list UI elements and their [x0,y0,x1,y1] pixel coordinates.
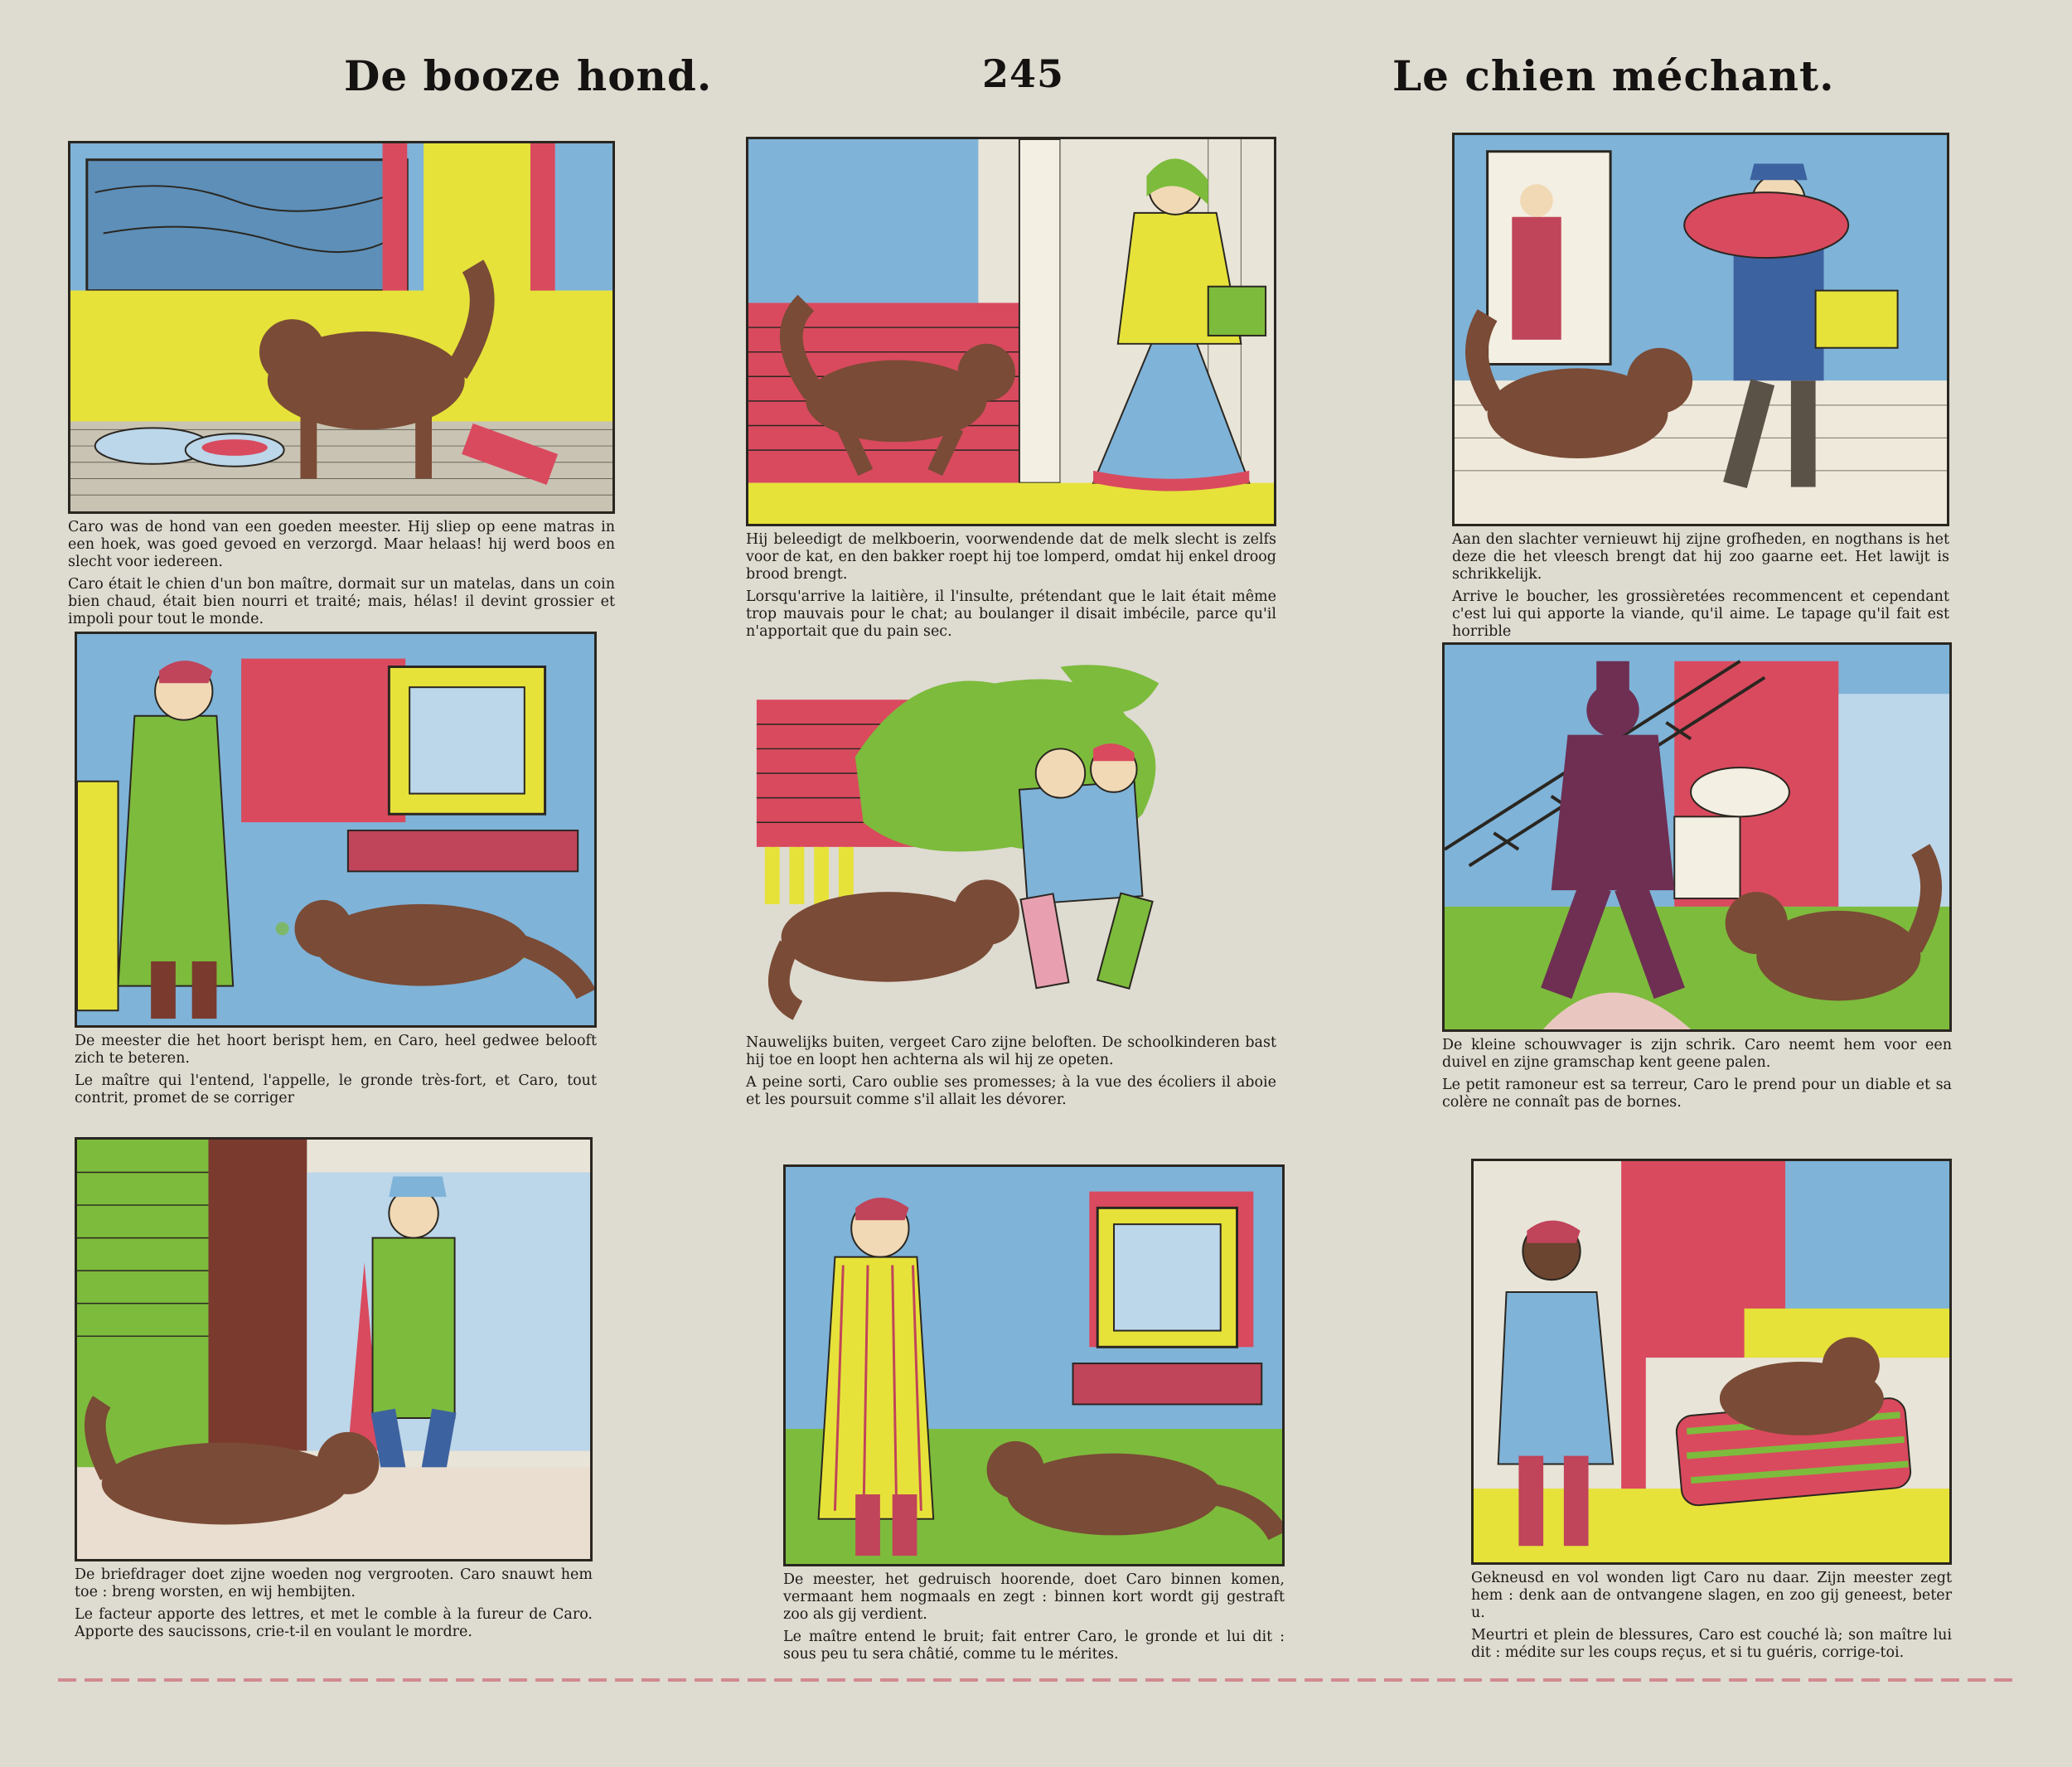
caption [1452,531,1949,641]
illustration-art [786,1167,1282,1564]
illustration-chimney-sweep [1442,642,1952,1032]
illustration-art [1455,135,1947,524]
panel-4 [75,632,597,1109]
illustration-art [1445,645,1949,1029]
illustration-master-warns [783,1164,1285,1566]
illustration-dog-on-mat [68,141,615,514]
caption-french: Le maître entend le bruit; fait entrer Caro, le gronde et lui dit : sous peu tu sera châtié, comme tu le mérites. [783,1629,1285,1663]
panel-7 [75,1137,593,1643]
caption [75,1566,593,1641]
illustration-art [748,651,1274,1027]
caption-french: Le maître qui l'entend, l'appelle, le gronde très-fort, et Caro, tout contrit, promet de se corriger [75,1072,597,1106]
caption-french: Meurtri et plein de blessures, Caro est couché là; son maître lui dit : médite sur les coups reçus, et si tu guéris, corrige-toi. [1471,1627,1952,1661]
caption [1442,1037,1952,1111]
illustration-art [77,634,594,1025]
panel-5 [746,648,1276,1111]
caption [75,1033,597,1107]
caption-dutch: De kleine schouwvager is zijn schrik. Caro neemt hem voor een duivel en zijne gramschap kent geene palen. [1442,1037,1952,1071]
caption-french: A peine sorti, Caro oublie ses promesses; à la vue des écoliers il aboie et les poursuit comme s'il allait les dévorer. [746,1074,1276,1108]
caption [746,1034,1276,1109]
caption-dutch: Caro was de hond van een goeden meester. Hij sliep op eene matras in een hoek, was goed gevoed en verzorgd. Maar helaas! hij werd boos en slecht voor iedereen. [68,519,615,570]
caption [68,519,615,628]
illustration-art [748,139,1274,524]
caption [746,531,1276,641]
title-dutch: De booze hond. [344,51,713,100]
illustration-postman [75,1137,593,1561]
panel-9 [1471,1159,1952,1663]
illustration-art [1474,1161,1949,1562]
title-french: Le chien méchant. [1392,51,1835,100]
caption-dutch: Gekneusd en vol wonden ligt Caro nu daar. Zijn meester zegt hem : denk aan de ontvangene slagen, en zoo gij geneest, beter u. [1471,1570,1952,1621]
illustration-art [70,143,612,511]
panel-8 [783,1164,1285,1665]
illustration-milkmaid [746,137,1276,526]
caption [1471,1570,1952,1662]
caption-french: Le petit ramoneur est sa terreur, Caro le prend pour un diable et sa colère ne connaît pas de bornes. [1442,1077,1952,1111]
caption-dutch: De meester, het gedruisch hoorende, doet Caro binnen komen, vermaant hem nogmaals en zegt : binnen kort wordt gij gestraft zoo als gij verdient. [783,1571,1285,1623]
caption-french: Lorsqu'arrive la laitière, il l'insulte, prétendant que le lait était même trop mauvais pour le chat; au boulanger il disait imbécile, parce qu'il n'apportait que du pain sec. [746,588,1276,640]
caption-french: Caro était le chien d'un bon maître, dormait sur un matelas, dans un coin bien chaud, était bien nourri et traité; mais, hélas! il devint grossier et impoli pour tout le monde. [68,576,615,627]
panel-6 [1442,642,1952,1113]
illustration-injured-dog [1471,1159,1952,1565]
illustration-art [77,1140,590,1559]
caption-french: Arrive le boucher, les grossièretées recommencent et cependant c'est lui qui apporte la viande, qu'il aime. Le tapage qu'il fait est horrible [1452,588,1949,640]
sheet-number: 245 [982,51,1065,96]
caption-dutch: Nauwelijks buiten, vergeet Caro zijne beloften. De schoolkinderen bast hij toe en loopt hen achterna als wil hij ze opeten. [746,1034,1276,1068]
caption-dutch: Aan den slachter vernieuwt hij zijne grofheden, en nogthans is het deze die het vleesch brengt dat hij zoo gaarne eet. Het lawijt is schrikkelijk. [1452,531,1949,583]
illustration-schoolchildren [746,648,1276,1029]
caption-dutch: Hij beleedigt de melkboerin, voorwendende dat de melk slecht is zelfs voor de kat, en den bakker roept hij toe lomperd, omdat hij enkel droog brood brengt. [746,531,1276,583]
panel-3 [1452,133,1949,642]
illustration-butcher [1452,133,1949,526]
panel-2 [746,137,1276,642]
panel-1 [68,141,615,630]
bottom-border-line [58,1678,2014,1682]
caption [783,1571,1285,1663]
caption-dutch: De briefdrager doet zijne woeden nog vergrooten. Caro snauwt hem toe : breng worsten, en wij hembijten. [75,1566,593,1600]
caption-dutch: De meester die het hoort berispt hem, en Caro, heel gedwee belooft zich te beteren. [75,1033,597,1067]
illustration-master-scolds [75,632,597,1028]
caption-french: Le facteur apporte des lettres, et met le comble à la fureur de Caro. Apporte des saucissons, crie-t-il en voulant le mordre. [75,1606,593,1640]
